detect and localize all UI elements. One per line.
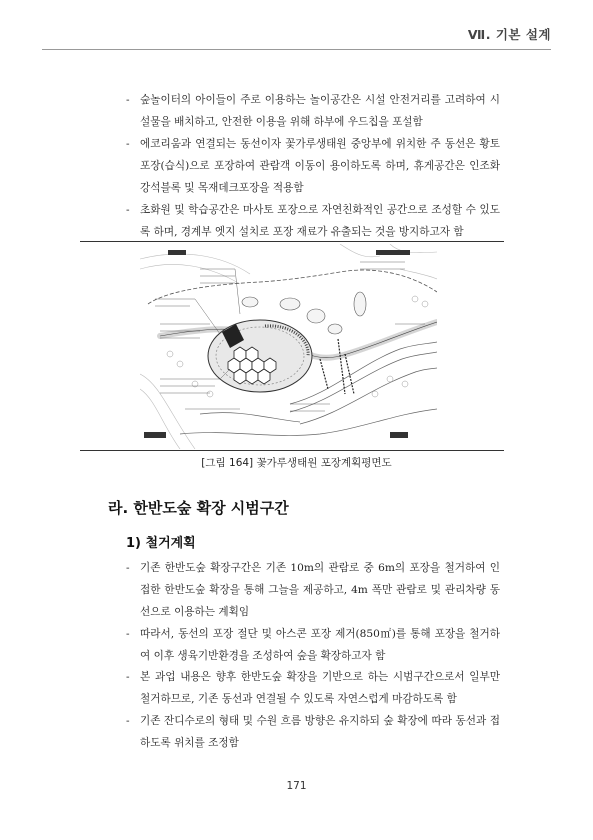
figure-top-rule <box>80 241 504 242</box>
bullet-dash: - <box>126 715 130 727</box>
subsection-title: 1) 철거계획 <box>126 536 196 551</box>
bullet-dash: - <box>126 671 130 683</box>
figure-bottom-rule <box>80 450 504 451</box>
chapter-header: Ⅶ. 기본 설계 <box>467 27 551 42</box>
bullet-text: 기존 잔디수로의 형태 및 수원 흐름 방향은 유지하되 숲 확장에 따라 동선과 접하도록 위치를 조정함 <box>140 715 500 749</box>
bullet-item <box>126 623 500 667</box>
bullet-text: 에코리움과 연결되는 동선이자 꽃가루생태원 중앙부에 위치한 주 동선은 황토포장(습식)으로 포장하여 관람객 이동이 용이하도록 하며, 휴게공간은 인조화강석블록 및 목재데크포장을 적용함 <box>140 138 500 194</box>
bullet-item <box>126 199 500 243</box>
bullet-dash: - <box>126 94 130 106</box>
bullet-dash: - <box>126 204 130 216</box>
bullet-text: 숲놀이터의 아이들이 주로 이용하는 놀이공간은 시설 안전거리를 고려하여 시설물을 배치하고, 안전한 이용을 위해 하부에 우드칩을 포설함 <box>140 94 500 128</box>
bullet-text: 본 과업 내용은 향후 한반도숲 확장을 기반으로 하는 시범구간으로서 일부만 철거하므로, 기존 동선과 연결될 수 있도록 자연스럽게 마감하도록 함 <box>140 671 500 705</box>
page-number: 171 <box>286 780 307 792</box>
bullet-item <box>126 133 500 199</box>
bullet-item <box>126 89 500 133</box>
bullet-dash: - <box>126 628 130 640</box>
bullet-dash: - <box>126 562 130 574</box>
bullet-item <box>126 710 500 754</box>
bullet-text: 따라서, 동선의 포장 절단 및 아스콘 포장 제거(850㎡)를 통해 포장을 철거하여 이후 생육기반환경을 조성하여 숲을 확장하고자 함 <box>140 628 500 662</box>
header-rule <box>42 49 551 50</box>
bullet-dash: - <box>126 138 130 150</box>
bullet-item <box>126 666 500 710</box>
bullet-item <box>126 557 500 623</box>
figure-caption: [그림 164] 꽃가루생태원 포장계획평면도 <box>201 457 392 469</box>
section-title: 라. 한반도숲 확장 시범구간 <box>108 499 289 517</box>
bullet-text: 초화원 및 학습공간은 마사토 포장으로 자연친화적인 공간으로 조성할 수 있도록 하며, 경계부 엣지 설치로 포장 재료가 유출되는 것을 방지하고자 함 <box>140 204 500 238</box>
paving-plan-drawing <box>140 244 437 449</box>
bullet-text: 기존 한반도숲 확장구간은 기존 10m의 관람로 중 6m의 포장을 철거하여 인접한 한반도숲 확장을 통해 그늘을 제공하고, 4m 폭만 관람로 및 관리차량 동선으로 이용하는 계획임 <box>140 562 500 618</box>
